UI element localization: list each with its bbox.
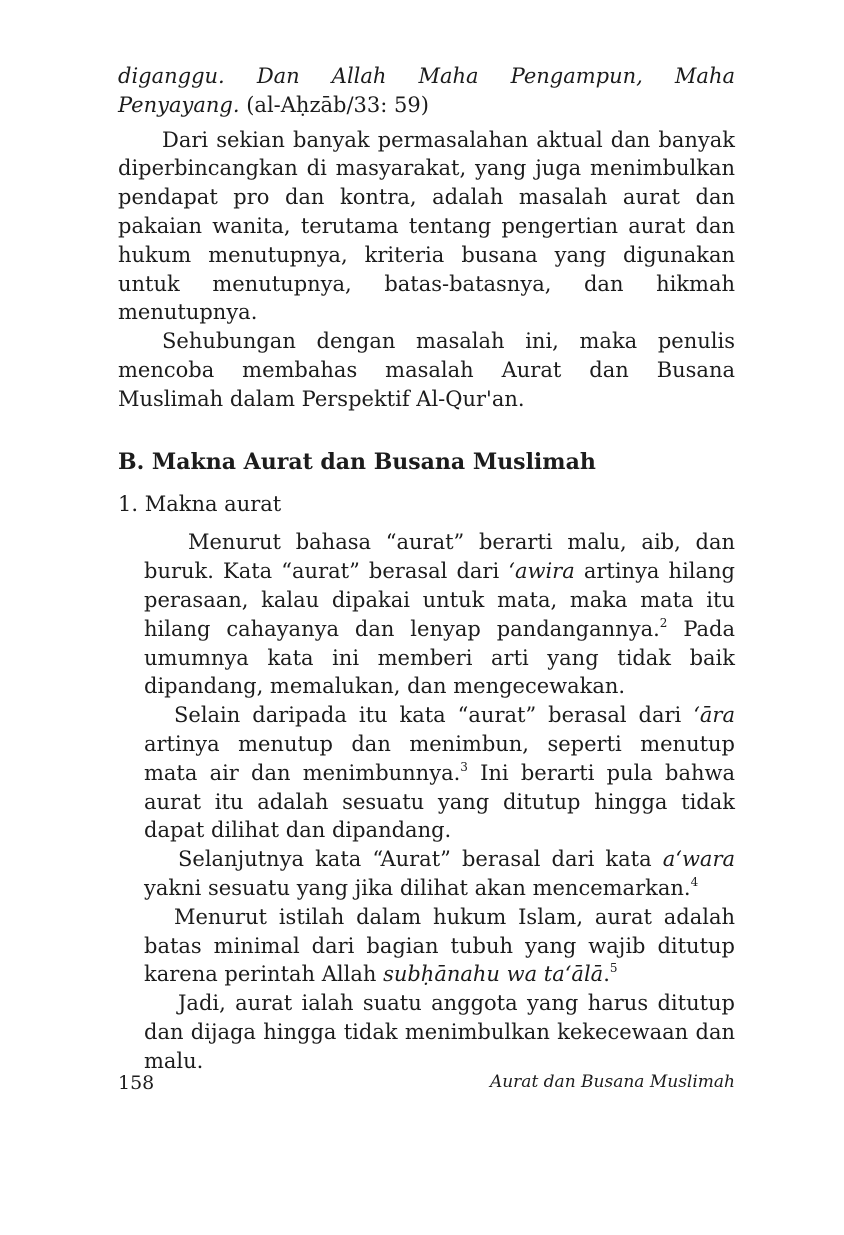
text-run: yakni sesuatu yang jika dilihat akan mencemarkan. — [144, 875, 691, 900]
paragraph-6 — [144, 903, 735, 989]
section-heading: B. Makna Aurat dan Busana Muslimah — [118, 448, 596, 475]
paragraph-7: Jadi, aurat ialah suatu anggota yang harus ditutup dan dijaga hingga tidak menimbulkan kekecewaan dan malu. — [144, 991, 735, 1073]
text-run: Selanjutnya kata “Aurat” berasal dari kata — [178, 847, 663, 872]
running-title: Aurat dan Busana Muslimah — [489, 1072, 735, 1092]
text-run: . — [603, 962, 610, 987]
footnote-ref[interactable]: 4 — [690, 874, 699, 889]
text-run: Menurut bahasa “aurat” berarti malu, aib, dan buruk. Kata “aurat” berasal dari — [144, 530, 735, 584]
page-body — [118, 62, 735, 1076]
text-run: Ini berarti pula bahwa aurat itu adalah sesuatu yang ditutup hingga tidak dapat dilihat dan dipandang. — [144, 760, 735, 843]
footnote-ref[interactable]: 3 — [460, 759, 468, 774]
paragraph-2: Sehubungan dengan masalah ini, maka penulis mencoba membahas masalah Aurat dan Busana Muslimah dalam Perspektif Al-Qur'an. — [118, 329, 735, 411]
quote-reference: (al-Aḥzāb/33: 59) — [239, 92, 429, 117]
page-number: 158 — [118, 1072, 155, 1094]
footnote-ref[interactable]: 5 — [609, 961, 618, 976]
paragraph-3 — [144, 528, 735, 701]
text-run: Menurut istilah dalam hukum Islam, aurat adalah batas minimal dari bagian tubuh yang wajib ditutup karena perintah Allah — [144, 904, 735, 987]
quote-text: diganggu. Dan Allah Maha Pengampun, Maha Penyayang. — [118, 64, 735, 117]
arabic-term: subḥānahu wa ta‘ālā — [383, 962, 604, 987]
arabic-term: a‘wara — [662, 847, 735, 872]
paragraph-4 — [144, 701, 735, 845]
text-run: artinya menutup dan menimbun, seperti menutup mata air dan menimbunnya. — [144, 731, 735, 785]
subsection-heading: 1. Makna aurat — [118, 491, 282, 516]
quote-continuation — [118, 62, 735, 120]
text-run: artinya hilang perasaan, kalau dipakai untuk mata, maka mata itu hilang cahayanya dan lenyap pandangannya. — [144, 559, 736, 641]
paragraph-5 — [144, 845, 735, 903]
footnote-ref[interactable]: 2 — [659, 615, 668, 630]
text-run: Pada umumnya kata ini memberi arti yang tidak baik dipandang, memalukan, dan mengecewakan. — [144, 616, 735, 699]
arabic-term: ‘awira — [508, 559, 575, 584]
indented-content — [144, 528, 735, 1075]
arabic-term: ‘āra — [693, 703, 735, 728]
paragraph-1: Dari sekian banyak permasalahan aktual dan banyak diperbincangkan di masyarakat, yang juga menimbulkan pendapat pro dan kontra, adalah masalah aurat dan pakaian wanita, terutama tentang pengertian aurat dan hukum menutupnya, kriteria busana yang digunakan untuk menutupnya, batas-batasnya, dan hikmah menutupnya. — [118, 127, 735, 325]
text-run: Selain daripada itu kata “aurat” berasal dari — [174, 703, 694, 728]
